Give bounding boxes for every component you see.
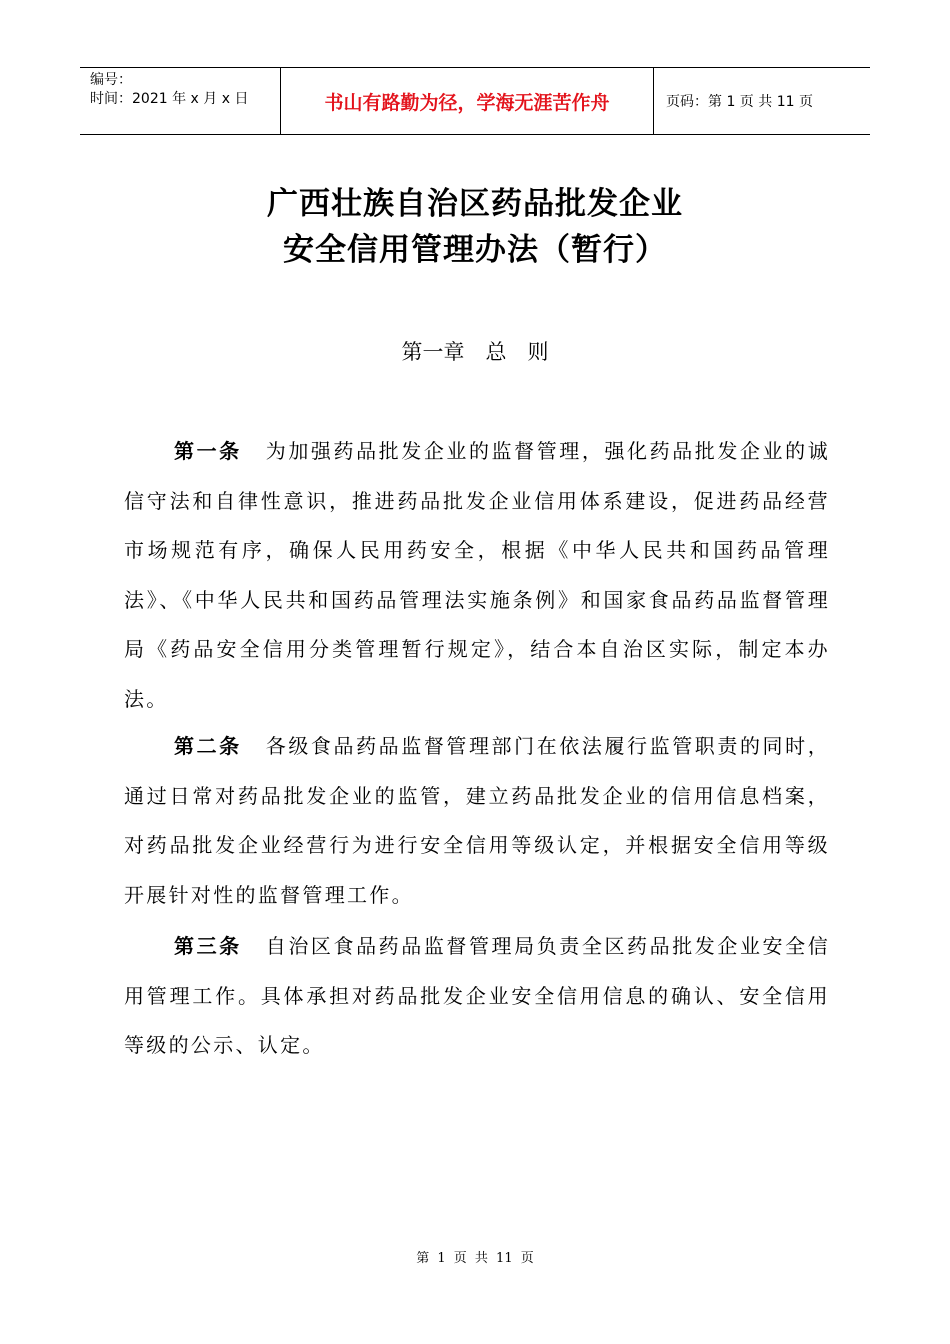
article-3 [124,922,830,1071]
document-header [80,67,870,135]
article-3-text: 自治区食品药品监督管理局负责全区药品批发企业安全信用管理工作。具体承担对药品批发企业安全信用信息的确认、安全信用等级的公示、认定。 [124,934,830,1057]
header-meta [80,68,280,134]
article-2-label: 第二条 [174,734,242,758]
document-number-label: 编号： [90,72,132,88]
chapter-heading: 第一章 总 则 [401,340,549,364]
article-1-label: 第一条 [174,439,242,463]
header-page-info: 页码：第 1 页 共 11 页 [666,94,813,110]
article-1 [124,427,830,724]
page-footer: 第 1 页 共 11 页 [416,1251,534,1266]
article-2-text: 各级食品药品监督管理部门在依法履行监管职责的同时，通过日常对药品批发企业的监管，建立药品批发企业的信用信息档案，对药品批发企业经营行为进行安全信用等级认定，并根据安全信用等级开展针对性的监督管理工作。 [124,734,830,907]
document-title-line-1: 广西壮族自治区药品批发企业 [267,186,683,222]
document-title-line-2: 安全信用管理办法（暂行） [283,232,667,268]
document-date-label: 时间：2021 年 x 月 x 日 [90,91,249,107]
header-motto: 书山有路勤为径，学海无涯苦作舟 [280,68,654,134]
article-3-label: 第三条 [174,934,242,958]
article-1-text: 为加强药品批发企业的监督管理，强化药品批发企业的诚信守法和自律性意识，推进药品批发企业信用体系建设，促进药品经营市场规范有序，确保人民用药安全，根据《中华人民共和国药品管理法》、《中华人民共和国药品管理法实施条例》和国家食品药品监督管理局《药品安全信用分类管理暂行规定》，结合本自治区实际，制定本办法。 [124,439,830,711]
article-2 [124,722,830,920]
